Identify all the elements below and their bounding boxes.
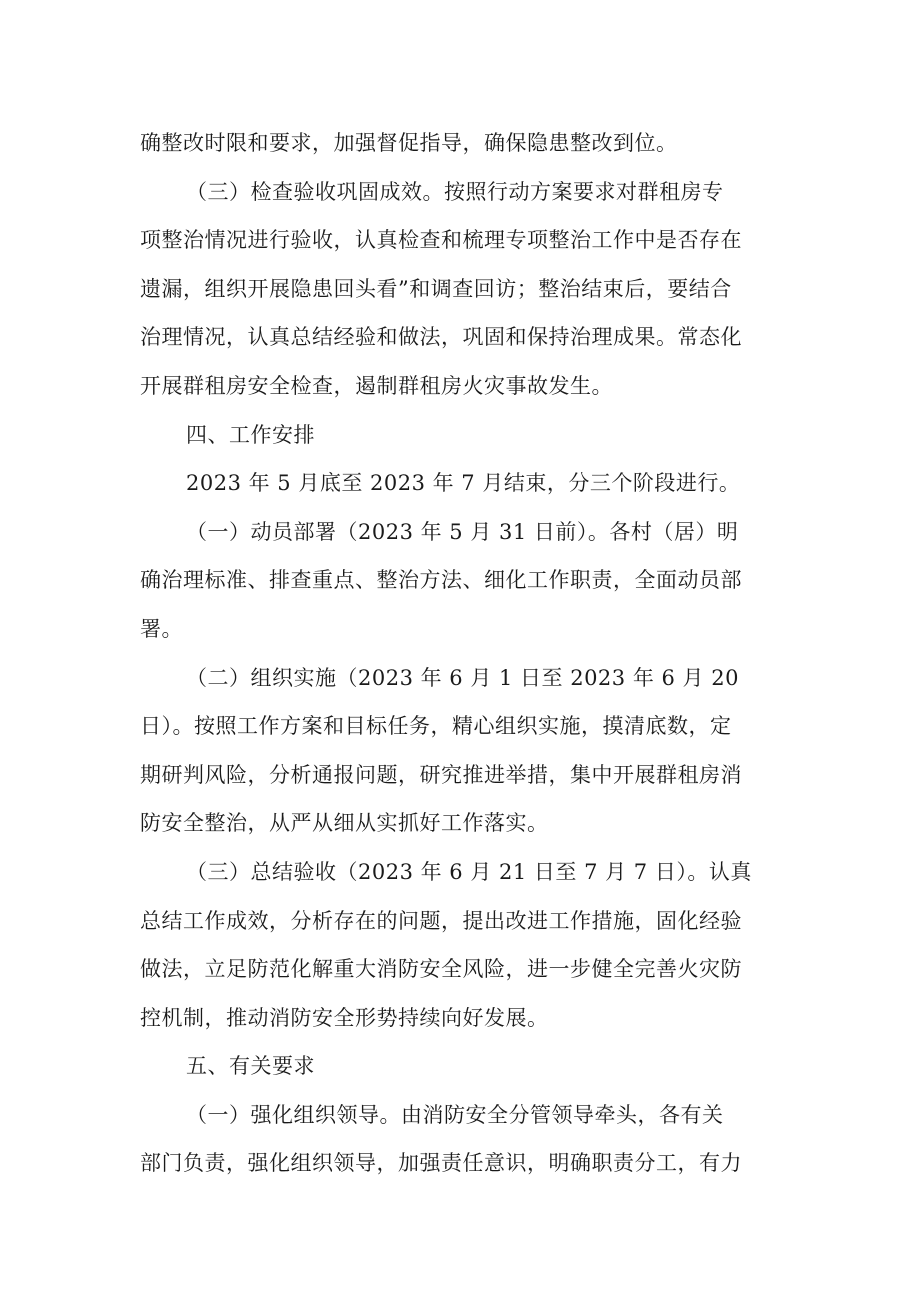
section-heading: 四、工作安排 — [186, 422, 315, 447]
paragraph-line: 确整改时限和要求，加强督促指导，确保隐患整改到位。 — [140, 131, 678, 155]
paragraph-line: 总结工作成效，分析存在的问题，提出改进工作措施，固化经验 — [140, 908, 742, 933]
paragraph-line: 日）。按照工作方案和目标任务，精心组织实施，摸清底数，定 — [140, 714, 732, 739]
paragraph-line: 控机制，推动消防安全形势持续向好发展。 — [140, 1005, 549, 1030]
paragraph-line: （三）总结验收（2023 年 6 月 21 日至 7 月 7 日）。认真 — [186, 859, 752, 884]
section-heading: 五、有关要求 — [186, 1054, 315, 1079]
paragraph-line: 署。 — [140, 616, 183, 641]
paragraph-line: 期研判风险，分析通报问题，研究推进举措，集中开展群租房消 — [140, 762, 742, 787]
document-body — [140, 119, 780, 1188]
paragraph-line: 做法，立足防范化解重大消防安全风险，进一步健全完善火灾防 — [140, 957, 742, 982]
paragraph-line: 遗漏，组织开展隐患回头看”和调查回访；整治结束后，要结合 — [140, 276, 732, 301]
paragraph-line: 开展群租房安全检查，遏制群租房火灾事故发生。 — [140, 373, 613, 398]
paragraph-line: （一）动员部署（2023 年 5 月 31 日前）。各村（居）明 — [186, 519, 739, 544]
paragraph-line: 治理情况，认真总结经验和做法，巩固和保持治理成果。常态化 — [140, 325, 742, 350]
paragraph-line: 防安全整治，从严从细从实抓好工作落实。 — [140, 811, 549, 836]
paragraph-line: 部门负责，强化组织领导，加强责任意识，明确职责分工，有力 — [140, 1151, 742, 1176]
paragraph-line: 项整治情况进行验收，认真检查和梳理专项整治工作中是否存在 — [140, 228, 742, 253]
paragraph-line: 2023 年 5 月底至 2023 年 7 月结束，分三个阶段进行。 — [186, 471, 741, 496]
paragraph-line: （一）强化组织领导。由消防安全分管领导牵头，各有关 — [186, 1102, 724, 1127]
paragraph-line: （二）组织实施（2023 年 6 月 1 日至 2023 年 6 月 20 — [186, 665, 739, 690]
paragraph-line: 确治理标准、排查重点、整治方法、细化工作职责，全面动员部 — [140, 568, 742, 593]
paragraph-line: （三）检查验收巩固成效。按照行动方案要求对群租房专 — [186, 179, 724, 204]
